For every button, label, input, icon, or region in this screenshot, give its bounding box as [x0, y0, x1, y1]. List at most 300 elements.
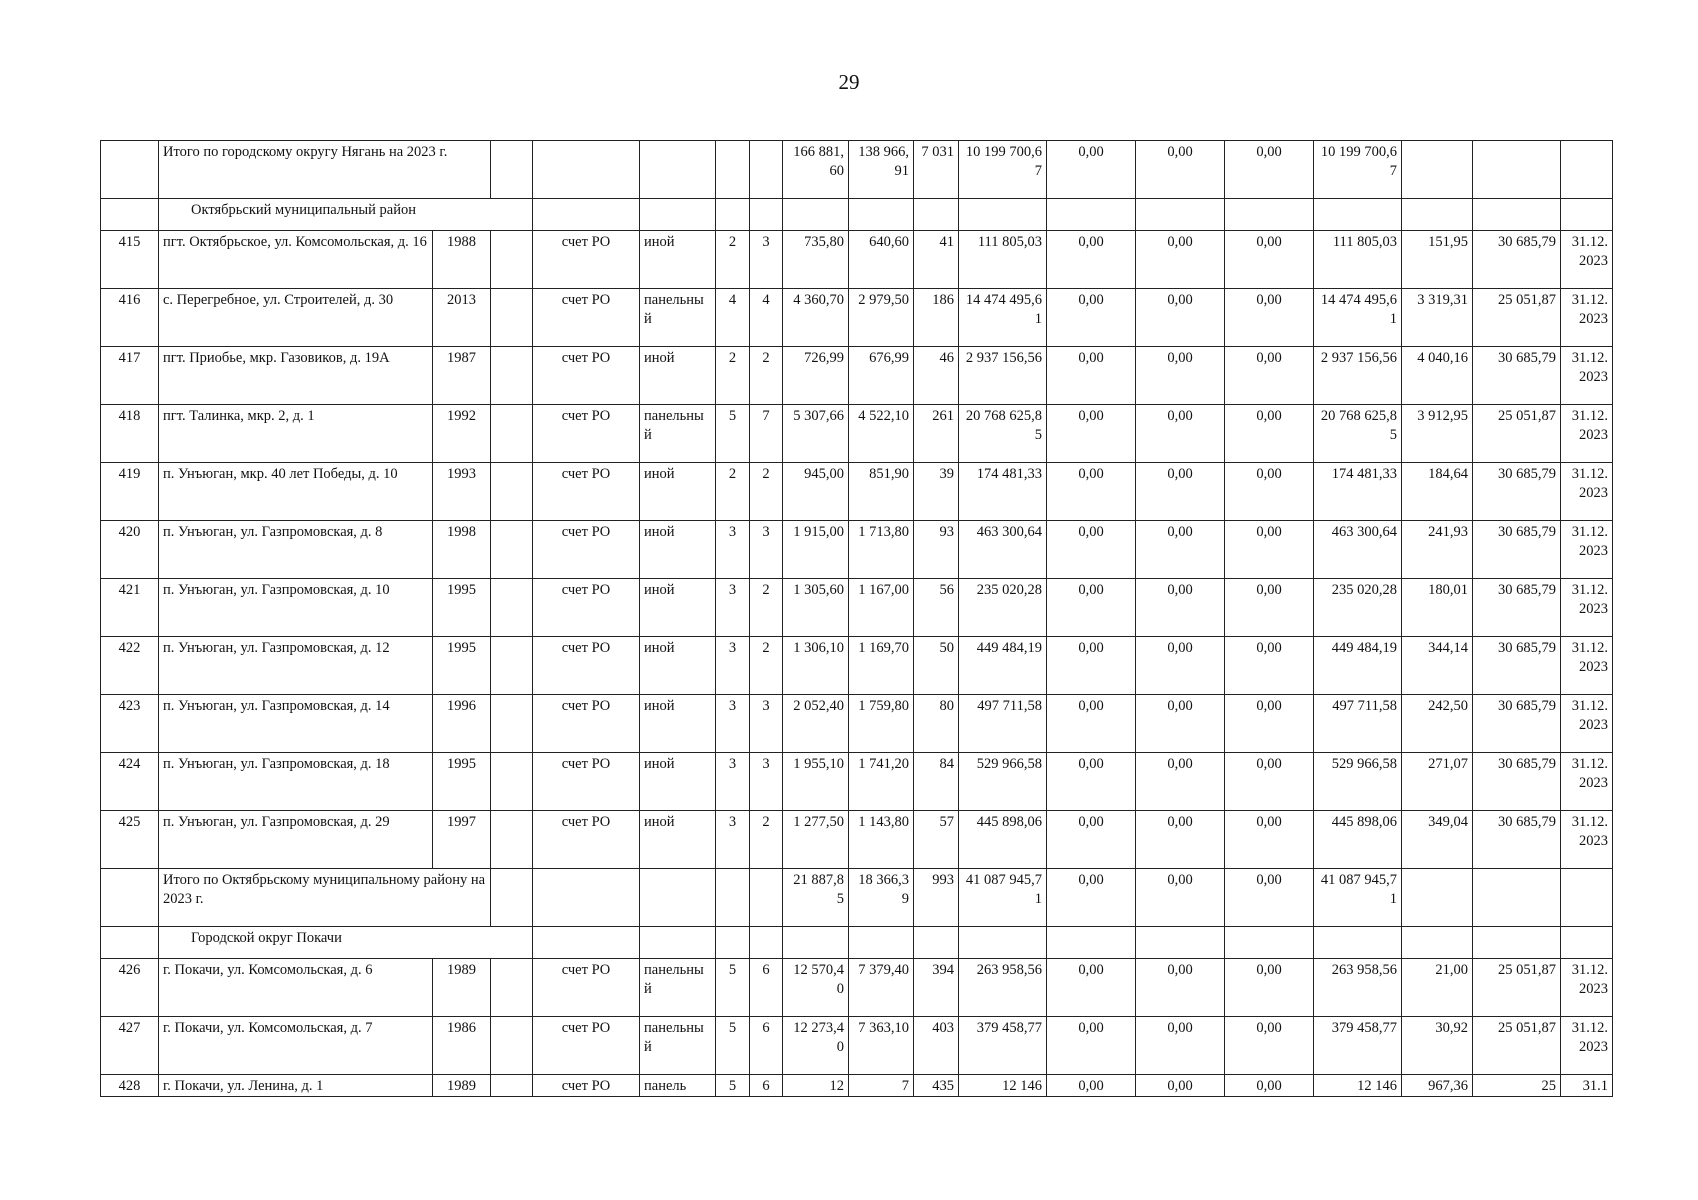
table-cell: 394 [914, 959, 959, 1017]
table-cell [1561, 199, 1613, 231]
table-cell: 2 [750, 463, 783, 521]
table-cell: 261 [914, 405, 959, 463]
table-cell [491, 579, 533, 637]
table-cell: 428 [101, 1075, 159, 1097]
table-cell [1136, 199, 1225, 231]
table-cell: 20 768 625,85 [1314, 405, 1402, 463]
table-cell: счет РО [533, 347, 640, 405]
table-row [101, 1075, 1613, 1097]
table-cell: 0,00 [1136, 521, 1225, 579]
table-cell: 30 685,79 [1473, 579, 1561, 637]
table-cell: 0,00 [1136, 869, 1225, 927]
table-cell: счет РО [533, 811, 640, 869]
table-cell: 241,93 [1402, 521, 1473, 579]
table-cell: панельный [640, 405, 716, 463]
table-cell: 5 307,66 [783, 405, 849, 463]
table-row [101, 637, 1613, 695]
table-cell: 41 [914, 231, 959, 289]
table-cell: 1 741,20 [849, 753, 914, 811]
table-cell: 2 052,40 [783, 695, 849, 753]
table-cell: 1986 [433, 1017, 491, 1075]
table-cell: 449 484,19 [959, 637, 1047, 695]
table-cell: 0,00 [1047, 753, 1136, 811]
table-cell [640, 199, 716, 231]
table-cell [491, 1017, 533, 1075]
table-cell: 2 [716, 231, 750, 289]
table-cell [849, 199, 914, 231]
table-cell: 2 [750, 347, 783, 405]
table-cell [101, 869, 159, 927]
table-cell: 1 167,00 [849, 579, 914, 637]
table-cell: 425 [101, 811, 159, 869]
table-cell: 0,00 [1136, 141, 1225, 199]
table-cell: 0,00 [1136, 405, 1225, 463]
table-cell [1561, 869, 1613, 927]
table-cell [750, 141, 783, 199]
table-cell: 39 [914, 463, 959, 521]
table-cell: 0,00 [1225, 463, 1314, 521]
table-cell: 30,92 [1402, 1017, 1473, 1075]
table-cell: 12 570,40 [783, 959, 849, 1017]
table-cell: 1992 [433, 405, 491, 463]
table-cell: 21,00 [1402, 959, 1473, 1017]
table-cell: 31.12.2023 [1561, 811, 1613, 869]
table-cell [491, 695, 533, 753]
table-cell: 21 887,85 [783, 869, 849, 927]
table-cell: 1995 [433, 637, 491, 695]
table-row [101, 959, 1613, 1017]
table-cell [491, 347, 533, 405]
table-cell: 3 [716, 695, 750, 753]
table-cell: счет РО [533, 695, 640, 753]
table-cell: 424 [101, 753, 159, 811]
table-cell [640, 927, 716, 959]
table-cell: 5 [716, 1017, 750, 1075]
table-cell: 0,00 [1225, 405, 1314, 463]
table-cell: 31.12.2023 [1561, 463, 1613, 521]
table-cell: счет РО [533, 1075, 640, 1097]
table-cell: 31.12.2023 [1561, 521, 1613, 579]
table-cell: счет РО [533, 405, 640, 463]
table-cell: п. Унъюган, ул. Газпромовская, д. 8 [159, 521, 433, 579]
table-cell: 31.12.2023 [1561, 959, 1613, 1017]
table-cell: п. Унъюган, ул. Газпромовская, д. 18 [159, 753, 433, 811]
table-cell: г. Покачи, ул. Комсомольская, д. 7 [159, 1017, 433, 1075]
table-cell: 0,00 [1225, 289, 1314, 347]
table-cell [491, 753, 533, 811]
table-cell: 0,00 [1047, 959, 1136, 1017]
table-cell: 422 [101, 637, 159, 695]
table-row [101, 753, 1613, 811]
table-cell: 2 979,50 [849, 289, 914, 347]
table-cell: 2 937 156,56 [1314, 347, 1402, 405]
table-cell [1314, 199, 1402, 231]
table-cell: с. Перегребное, ул. Строителей, д. 30 [159, 289, 433, 347]
table-cell: 151,95 [1402, 231, 1473, 289]
table-cell: 3 [716, 637, 750, 695]
table-row [101, 579, 1613, 637]
table-cell: 1 759,80 [849, 695, 914, 753]
table-cell: 676,99 [849, 347, 914, 405]
table-cell [491, 141, 533, 199]
table-cell: 0,00 [1225, 521, 1314, 579]
table-cell [491, 959, 533, 1017]
table-cell: 1996 [433, 695, 491, 753]
table-cell [716, 927, 750, 959]
table-cell: 344,14 [1402, 637, 1473, 695]
table-cell: 0,00 [1225, 869, 1314, 927]
table-cell: 445 898,06 [1314, 811, 1402, 869]
table-cell [101, 199, 159, 231]
table-cell [533, 869, 640, 927]
table-cell: 497 711,58 [959, 695, 1047, 753]
table-cell: 1 277,50 [783, 811, 849, 869]
table-cell: 111 805,03 [1314, 231, 1402, 289]
table-cell: 423 [101, 695, 159, 753]
table-cell: 2 937 156,56 [959, 347, 1047, 405]
table-cell: 421 [101, 579, 159, 637]
table-cell [750, 927, 783, 959]
table-cell: 416 [101, 289, 159, 347]
table-cell: 420 [101, 521, 159, 579]
table-cell: 993 [914, 869, 959, 927]
table-cell [1402, 927, 1473, 959]
table-cell: 0,00 [1225, 347, 1314, 405]
table-cell: 6 [750, 959, 783, 1017]
table-cell: 427 [101, 1017, 159, 1075]
table-cell: счет РО [533, 231, 640, 289]
table-cell: г. Покачи, ул. Ленина, д. 1 [159, 1075, 433, 1097]
table-cell: 967,36 [1402, 1075, 1473, 1097]
table-row [101, 289, 1613, 347]
table-cell: 0,00 [1136, 811, 1225, 869]
table-cell: 0,00 [1225, 959, 1314, 1017]
table-cell: пгт. Талинка, мкр. 2, д. 1 [159, 405, 433, 463]
total-label: Итого по Октябрьскому муниципальному району на 2023 г. [159, 869, 491, 927]
table-cell [1473, 869, 1561, 927]
table-cell: 1 306,10 [783, 637, 849, 695]
table-cell: 3 [716, 579, 750, 637]
table-cell: 3 [750, 753, 783, 811]
table-cell: 30 685,79 [1473, 231, 1561, 289]
table-cell: 30 685,79 [1473, 521, 1561, 579]
table-cell: 1997 [433, 811, 491, 869]
table-cell: 30 685,79 [1473, 463, 1561, 521]
table-row [101, 695, 1613, 753]
table-row [101, 1017, 1613, 1075]
table-cell: 418 [101, 405, 159, 463]
table-cell: 50 [914, 637, 959, 695]
table-cell: 25 051,87 [1473, 405, 1561, 463]
table-cell: счет РО [533, 959, 640, 1017]
table-cell [1136, 927, 1225, 959]
table-cell: 12 146 [1314, 1075, 1402, 1097]
table-cell [783, 199, 849, 231]
table-cell: 12 146 [959, 1075, 1047, 1097]
table-cell: 0,00 [1225, 579, 1314, 637]
table-cell: 4 040,16 [1402, 347, 1473, 405]
table-cell [533, 927, 640, 959]
table-cell: 30 685,79 [1473, 695, 1561, 753]
table-cell: 3 [716, 811, 750, 869]
table-cell: 463 300,64 [959, 521, 1047, 579]
table-cell: 851,90 [849, 463, 914, 521]
table-cell: 6 [750, 1017, 783, 1075]
table-cell: 2 [750, 579, 783, 637]
table-cell: 31.12.2023 [1561, 753, 1613, 811]
table-cell: 1 955,10 [783, 753, 849, 811]
table-cell: 0,00 [1136, 231, 1225, 289]
table-cell: 415 [101, 231, 159, 289]
table-cell: 10 199 700,67 [959, 141, 1047, 199]
table-cell: 0,00 [1136, 1075, 1225, 1097]
table-cell: п. Унъюган, ул. Газпромовская, д. 12 [159, 637, 433, 695]
table-cell: 4 [716, 289, 750, 347]
table-cell: 0,00 [1225, 811, 1314, 869]
table-cell: 0,00 [1225, 1075, 1314, 1097]
table-row [101, 347, 1613, 405]
table-cell: панель [640, 1075, 716, 1097]
page-number: 29 [838, 70, 860, 94]
table-cell: 0,00 [1225, 1017, 1314, 1075]
table-cell [959, 927, 1047, 959]
table-cell: 174 481,33 [1314, 463, 1402, 521]
table-cell [491, 289, 533, 347]
table-cell: 4 522,10 [849, 405, 914, 463]
table-cell: 80 [914, 695, 959, 753]
table-cell: 0,00 [1225, 231, 1314, 289]
table-cell: 449 484,19 [1314, 637, 1402, 695]
section-title: Октябрьский муниципальный район [159, 199, 533, 231]
table-cell [1561, 141, 1613, 199]
table-cell: 1 169,70 [849, 637, 914, 695]
table-cell: 0,00 [1047, 463, 1136, 521]
table-cell: счет РО [533, 289, 640, 347]
table-cell: 1 713,80 [849, 521, 914, 579]
table-cell: 111 805,03 [959, 231, 1047, 289]
table-cell: 7 363,10 [849, 1017, 914, 1075]
table-cell: 30 685,79 [1473, 637, 1561, 695]
table-cell [640, 869, 716, 927]
table-cell: 0,00 [1047, 405, 1136, 463]
table-cell: счет РО [533, 579, 640, 637]
table-cell: 1989 [433, 1075, 491, 1097]
table-cell: 31.12.2023 [1561, 1017, 1613, 1075]
table-cell: 263 958,56 [1314, 959, 1402, 1017]
table-cell: 735,80 [783, 231, 849, 289]
table-cell: 31.12.2023 [1561, 289, 1613, 347]
table-cell: панельный [640, 289, 716, 347]
table-row [101, 811, 1613, 869]
table-cell: 349,04 [1402, 811, 1473, 869]
table-cell [1402, 199, 1473, 231]
table-cell: 0,00 [1047, 811, 1136, 869]
table-cell: 0,00 [1136, 347, 1225, 405]
table-cell: 529 966,58 [959, 753, 1047, 811]
table-cell: счет РО [533, 753, 640, 811]
table-cell: 12 [783, 1075, 849, 1097]
table-cell: счет РО [533, 637, 640, 695]
table-cell: 0,00 [1047, 231, 1136, 289]
table-cell: 419 [101, 463, 159, 521]
section-header-row [101, 927, 1613, 959]
table-cell: 30 685,79 [1473, 811, 1561, 869]
table-cell [491, 521, 533, 579]
table-cell [750, 869, 783, 927]
table-cell: 271,07 [1402, 753, 1473, 811]
table-cell: 4 360,70 [783, 289, 849, 347]
table-cell: 1995 [433, 753, 491, 811]
table-cell: 0,00 [1136, 695, 1225, 753]
table-cell: 0,00 [1047, 141, 1136, 199]
table-cell: 0,00 [1136, 959, 1225, 1017]
table-row [101, 405, 1613, 463]
table-cell [491, 405, 533, 463]
table-cell: г. Покачи, ул. Комсомольская, д. 6 [159, 959, 433, 1017]
table-cell: 379 458,77 [959, 1017, 1047, 1075]
table-cell: 166 881,60 [783, 141, 849, 199]
table-cell: 41 087 945,71 [1314, 869, 1402, 927]
total-row [101, 869, 1613, 927]
table-cell: 4 [750, 289, 783, 347]
table-cell: 0,00 [1047, 1017, 1136, 1075]
table-cell: п. Унъюган, ул. Газпромовская, д. 29 [159, 811, 433, 869]
table-cell: 3 [716, 753, 750, 811]
table-cell: иной [640, 579, 716, 637]
table-cell: 0,00 [1047, 869, 1136, 927]
table-cell: 0,00 [1225, 753, 1314, 811]
table-body [101, 141, 1613, 1097]
table-cell: 445 898,06 [959, 811, 1047, 869]
table-cell [491, 1075, 533, 1097]
table-cell [716, 199, 750, 231]
table-cell: иной [640, 695, 716, 753]
table-cell: 0,00 [1047, 695, 1136, 753]
table-cell [1402, 869, 1473, 927]
table-cell: 0,00 [1047, 1075, 1136, 1097]
table-cell: 0,00 [1047, 579, 1136, 637]
table-cell [491, 637, 533, 695]
table-cell: 5 [716, 405, 750, 463]
table-cell: п. Унъюган, ул. Газпромовская, д. 14 [159, 695, 433, 753]
table-cell: 31.12.2023 [1561, 637, 1613, 695]
housing-repair-table [100, 140, 1613, 1097]
table-cell: 31.12.2023 [1561, 579, 1613, 637]
table-cell: 31.12.2023 [1561, 347, 1613, 405]
table-cell: 30 685,79 [1473, 347, 1561, 405]
table-cell: 1987 [433, 347, 491, 405]
table-cell: счет РО [533, 463, 640, 521]
table-cell [1225, 199, 1314, 231]
table-cell: 31.1 [1561, 1075, 1613, 1097]
table-row [101, 521, 1613, 579]
table-cell: счет РО [533, 1017, 640, 1075]
table-cell: 5 [716, 1075, 750, 1097]
table-cell: 3 [716, 521, 750, 579]
table-cell: иной [640, 811, 716, 869]
table-cell: 20 768 625,85 [959, 405, 1047, 463]
table-cell: 14 474 495,61 [959, 289, 1047, 347]
table-cell: 7 379,40 [849, 959, 914, 1017]
table-cell: 14 474 495,61 [1314, 289, 1402, 347]
table-cell [1473, 927, 1561, 959]
table-cell: 2 [716, 463, 750, 521]
table-row [101, 231, 1613, 289]
section-title: Городской округ Покачи [159, 927, 533, 959]
table-cell: 174 481,33 [959, 463, 1047, 521]
table-cell: 242,50 [1402, 695, 1473, 753]
table-cell: 0,00 [1225, 141, 1314, 199]
table-cell [640, 141, 716, 199]
table-cell: 0,00 [1047, 347, 1136, 405]
table-cell [533, 199, 640, 231]
table-cell [1225, 927, 1314, 959]
table-cell: 0,00 [1136, 637, 1225, 695]
table-cell [1473, 199, 1561, 231]
table-cell: 41 087 945,71 [959, 869, 1047, 927]
table-cell: 56 [914, 579, 959, 637]
table-cell: 0,00 [1225, 695, 1314, 753]
table-cell: 235 020,28 [959, 579, 1047, 637]
section-header-row [101, 199, 1613, 231]
table-cell: иной [640, 521, 716, 579]
table-cell: 3 912,95 [1402, 405, 1473, 463]
table-cell: 435 [914, 1075, 959, 1097]
table-cell: 31.12.2023 [1561, 695, 1613, 753]
table-cell: 1988 [433, 231, 491, 289]
table-cell: 30 685,79 [1473, 753, 1561, 811]
table-cell: п. Унъюган, ул. Газпромовская, д. 10 [159, 579, 433, 637]
table-cell [491, 811, 533, 869]
table-cell: 93 [914, 521, 959, 579]
table-cell: 235 020,28 [1314, 579, 1402, 637]
table-cell: 2 [750, 637, 783, 695]
table-cell: 138 966,91 [849, 141, 914, 199]
table-cell: 463 300,64 [1314, 521, 1402, 579]
table-cell [716, 869, 750, 927]
table-cell: 25 051,87 [1473, 1017, 1561, 1075]
table-cell: 2013 [433, 289, 491, 347]
table-cell: иной [640, 231, 716, 289]
table-cell: 0,00 [1225, 637, 1314, 695]
table-cell: иной [640, 347, 716, 405]
table-cell: 529 966,58 [1314, 753, 1402, 811]
table-cell [750, 199, 783, 231]
table-cell [959, 199, 1047, 231]
table-cell [491, 869, 533, 927]
table-cell: 1998 [433, 521, 491, 579]
table-cell: 5 [716, 959, 750, 1017]
table-cell [716, 141, 750, 199]
table-cell: пгт. Приобье, мкр. Газовиков, д. 19А [159, 347, 433, 405]
table-cell [533, 141, 640, 199]
table-cell [914, 199, 959, 231]
table-cell: 31.12.2023 [1561, 405, 1613, 463]
table-cell: 640,60 [849, 231, 914, 289]
table-cell: 945,00 [783, 463, 849, 521]
table-cell [1047, 927, 1136, 959]
table-cell [491, 231, 533, 289]
table-cell: 1995 [433, 579, 491, 637]
table-cell: 0,00 [1047, 289, 1136, 347]
table-cell: 25 051,87 [1473, 959, 1561, 1017]
table-cell [491, 463, 533, 521]
table-cell: 3 319,31 [1402, 289, 1473, 347]
table-cell [849, 927, 914, 959]
table-cell: пгт. Октябрьское, ул. Комсомольская, д. 16 [159, 231, 433, 289]
table-cell: 426 [101, 959, 159, 1017]
table-row [101, 463, 1613, 521]
